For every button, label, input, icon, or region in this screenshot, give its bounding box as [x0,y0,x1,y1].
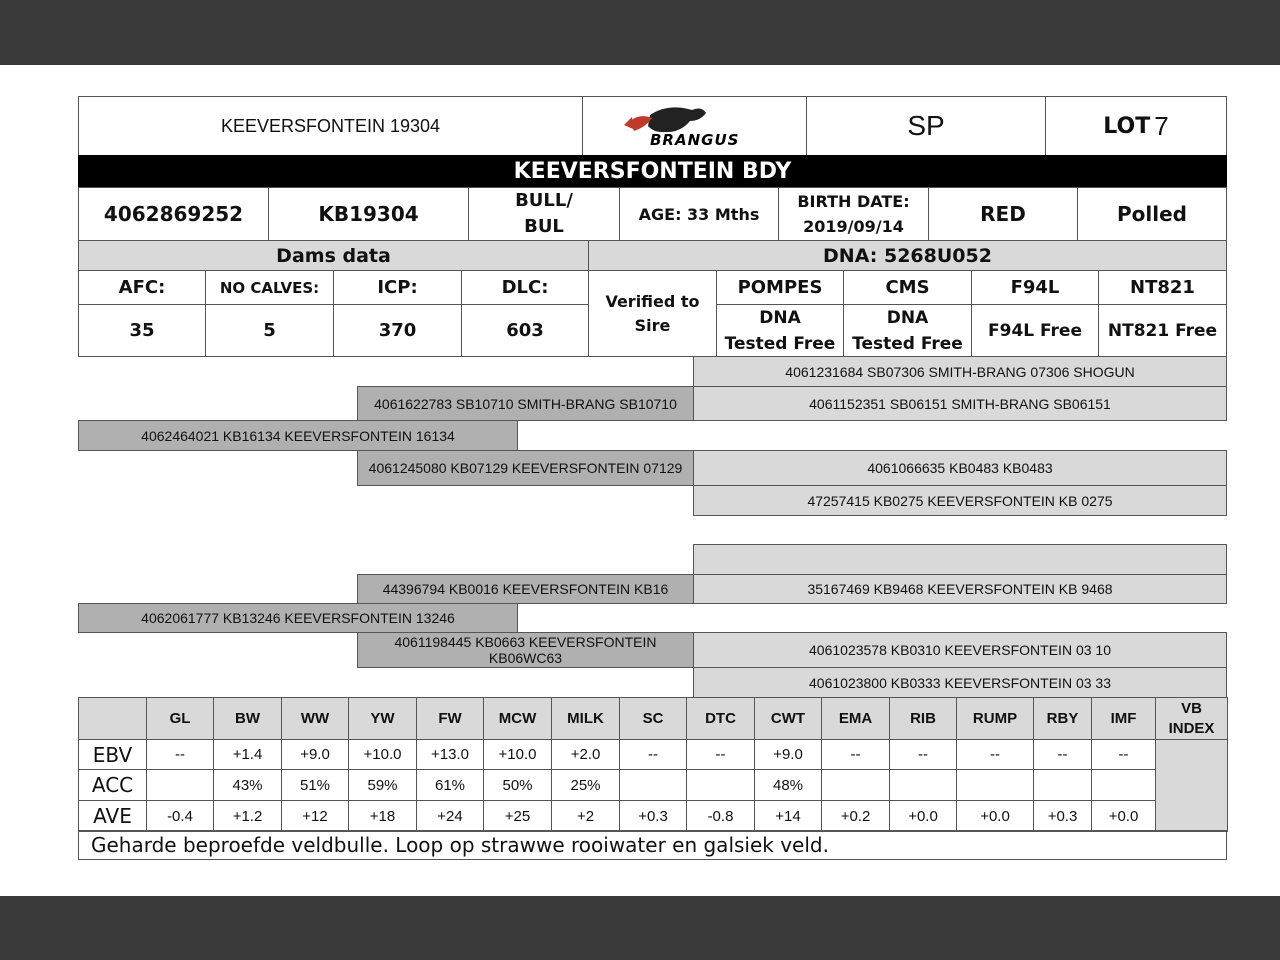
ebv-cell-acc-rby [1033,769,1092,801]
ebv-header-cwt: CWT [754,697,822,740]
ebv-header-rump: RUMP [956,697,1034,740]
pedigree-dam-sire-sire [693,544,1227,575]
dna-test-nt821: NT821 [1098,270,1227,305]
ebv-cell-ave-dtc: -0.8 [686,800,755,832]
ebv-cell-ebv-ema: -- [821,739,890,770]
ebv-cell-ebv-yw: +10.0 [348,739,417,770]
ebv-cell-ave-fw: +24 [416,800,484,832]
pedigree-sire-sire-dam: 4061152351 SB06151 SMITH-BRANG SB06151 [693,386,1227,421]
ebv-cell-acc-milk: 25% [551,769,620,801]
brangus-logo [582,96,807,156]
ebv-cell-acc-sc [619,769,687,801]
dna-result-pompes-line2: Tested Free [724,333,836,354]
ebv-header-imf: IMF [1091,697,1156,740]
ebv-cell-ave-cwt: +14 [754,800,822,832]
birth-date-value: 2019/09/14 [803,217,904,236]
sex [468,187,620,241]
top-bar [0,0,1280,65]
birth-date [778,187,929,241]
horn-status: Polled [1077,187,1227,241]
dna-result-cms-line1: DNA [886,307,929,328]
ebv-cell-acc-rump [956,769,1034,801]
dna-test-cms: CMS [843,270,972,305]
ebv-cell-acc-dtc [686,769,755,801]
dna-result-pompes [716,304,844,357]
dna-test-pompes: POMPES [716,270,844,305]
ebv-cell-ebv-mcw: +10.0 [483,739,552,770]
pedigree-sire-sire-sire: 4061231684 SB07306 SMITH-BRANG 07306 SHOGUN [693,356,1227,387]
dams-value-icp: 370 [333,304,462,357]
grade: SP [806,96,1046,156]
ebv-cell-ave-bw: +1.2 [213,800,282,832]
dna-test-f94l: F94L [971,270,1099,305]
ebv-cell-ave-rump: +0.0 [956,800,1034,832]
reg-number: 4062869252 [78,187,269,241]
sex-line2: BUL [524,216,564,237]
ebv-cell-ave-rib: +0.0 [889,800,957,832]
pedigree-dam-dam-sire: 4061023578 KB0310 KEEVERSFONTEIN 03 10 [693,632,1227,668]
dams-value-calves: 5 [205,304,334,357]
ebv-cell-ave-rby: +0.3 [1033,800,1092,832]
dams-header-dlc: DLC: [461,270,589,305]
dna-result-f94l: F94L Free [971,304,1099,357]
ebv-cell-acc-fw: 61% [416,769,484,801]
animal-id: KB19304 [268,187,469,241]
ebv-header-rib: RIB [889,697,957,740]
ebv-cell-ave-sc: +0.3 [619,800,687,832]
ebv-header-ww: WW [281,697,349,740]
dams-title: Dams data [78,240,589,271]
ebv-cell-ave-ema: +0.2 [821,800,890,832]
ebv-header-mcw: MCW [483,697,552,740]
dna-result-pompes-line1: DNA [759,307,801,328]
ebv-cell-ebv-rby: -- [1033,739,1092,770]
ebv-cell-ebv-milk: +2.0 [551,739,620,770]
birth-date-label: BIRTH DATE: [797,192,910,211]
lot-box [1045,96,1227,156]
pedigree-sire-dam: 4061245080 KB07129 KEEVERSFONTEIN 07129 [357,450,694,486]
ebv-cell-ebv-rump: -- [956,739,1034,770]
ebv-header-milk: MILK [551,697,620,740]
ebv-cell-ave-mcw: +25 [483,800,552,832]
ebv-cell-acc-yw: 59% [348,769,417,801]
ebv-header-yw: YW [348,697,417,740]
ebv-header-ema: EMA [821,697,890,740]
ebv-cell-acc-rib [889,769,957,801]
ebv-header-fw: FW [416,697,484,740]
ebv-cell-ave-imf: +0.0 [1091,800,1156,832]
dams-value-afc: 35 [78,304,206,357]
pedigree-dam-dam: 4061198445 KB0663 KEEVERSFONTEIN KB06WC63 [357,632,694,668]
dams-header-calves: NO CALVES: [205,270,334,305]
ebv-cell-ebv-fw: +13.0 [416,739,484,770]
remarks: Geharde beproefde veldbulle. Loop op strawwe rooiwater en galsiek veld. [78,830,1227,860]
ebv-header-vb-index: VB INDEX [1155,697,1228,740]
ebv-header-sc: SC [619,697,687,740]
sex-line1: BULL/ [515,190,573,211]
pedigree-dam-dam-dam: 4061023800 KB0333 KEEVERSFONTEIN 03 33 [693,667,1227,698]
logo-text: BRANGUS [649,131,739,149]
ebv-cell-acc-bw: 43% [213,769,282,801]
ebv-header-gl: GL [146,697,214,740]
lot-label: LOT [1103,113,1151,139]
pedigree-sire: 4062464021 KB16134 KEEVERSFONTEIN 16134 [78,420,518,451]
colour: RED [928,187,1078,241]
herd-title: KEEVERSFONTEIN BDY [78,155,1227,188]
ebv-row-label-acc: ACC [78,769,147,801]
ebv-cell-ebv-bw: +1.4 [213,739,282,770]
dna-result-cms [843,304,972,357]
ebv-cell-ave-milk: +2 [551,800,620,832]
ebv-cell-acc-ww: 51% [281,769,349,801]
ebv-row-label-ebv: EBV [78,739,147,770]
verified-to-sire: Verified to Sire [588,270,717,357]
ebv-cell-acc-cwt: 48% [754,769,822,801]
lot-number: 7 [1154,110,1169,141]
ebv-cell-ebv-ww: +9.0 [281,739,349,770]
pedigree-sire-dam-dam: 47257415 KB0275 KEEVERSFONTEIN KB 0275 [693,485,1227,516]
dna-result-cms-line2: Tested Free [852,333,963,354]
ebv-vb-index-value [1155,739,1228,832]
ebv-cell-ebv-sc: -- [619,739,687,770]
pedigree-dam-sire-dam: 35167469 KB9468 KEEVERSFONTEIN KB 9468 [693,574,1227,604]
ebv-header-bw: BW [213,697,282,740]
dams-header-afc: AFC: [78,270,206,305]
ebv-header-rby: RBY [1033,697,1092,740]
ebv-cell-acc-gl [146,769,214,801]
ebv-header-corner [78,697,147,740]
dams-value-dlc: 603 [461,304,589,357]
ebv-cell-acc-mcw: 50% [483,769,552,801]
ebv-cell-ebv-dtc: -- [686,739,755,770]
ebv-cell-ave-yw: +18 [348,800,417,832]
ebv-cell-ave-gl: -0.4 [146,800,214,832]
pedigree-sire-dam-sire: 4061066635 KB0483 KB0483 [693,450,1227,486]
age: AGE: 33 Mths [619,187,779,241]
pedigree-dam-sire: 44396794 KB0016 KEEVERSFONTEIN KB16 [357,574,694,604]
ebv-cell-ebv-rib: -- [889,739,957,770]
bull-logo-icon [620,101,770,151]
dna-title: DNA: 5268U052 [588,240,1227,271]
ebv-cell-ave-ww: +12 [281,800,349,832]
ebv-cell-ebv-imf: -- [1091,739,1156,770]
bottom-bar [0,896,1280,960]
pedigree-sire-sire: 4061622783 SB10710 SMITH-BRANG SB10710 [357,386,694,421]
ebv-cell-ebv-gl: -- [146,739,214,770]
pedigree-dam: 4062061777 KB13246 KEEVERSFONTEIN 13246 [78,603,518,633]
dna-result-nt821: NT821 Free [1098,304,1227,357]
ebv-cell-acc-ema [821,769,890,801]
ebv-cell-ebv-cwt: +9.0 [754,739,822,770]
ebv-cell-acc-imf [1091,769,1156,801]
dams-header-icp: ICP: [333,270,462,305]
ebv-row-label-ave: AVE [78,800,147,832]
animal-name: KEEVERSFONTEIN 19304 [78,96,583,156]
ebv-header-dtc: DTC [686,697,755,740]
